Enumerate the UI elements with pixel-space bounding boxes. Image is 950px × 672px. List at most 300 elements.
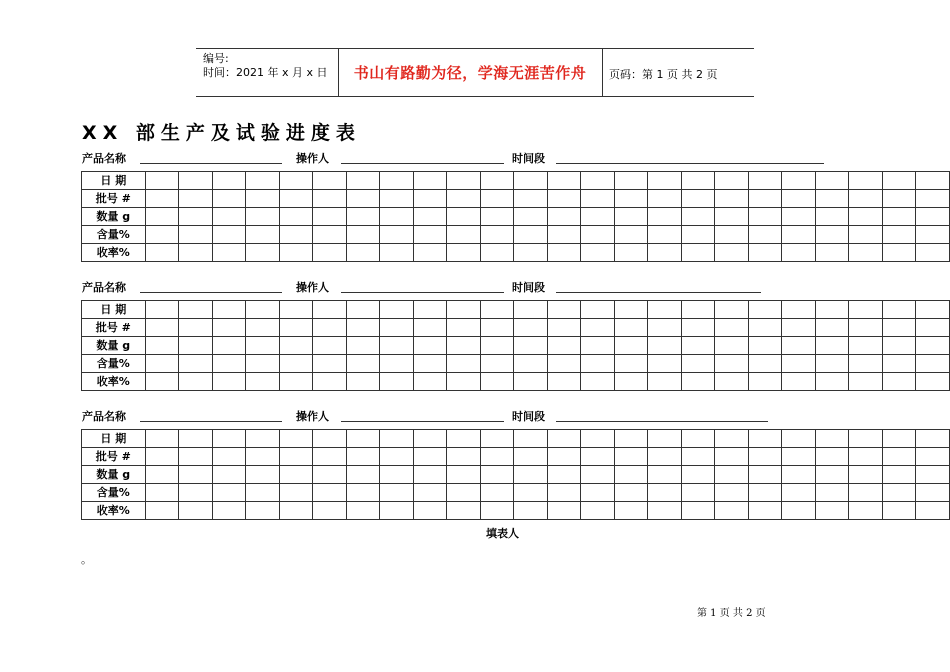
table-cell[interactable] [212,301,246,319]
table-cell[interactable] [212,190,246,208]
table-cell[interactable] [346,448,380,466]
table-cell[interactable] [413,484,447,502]
table-cell[interactable] [246,172,280,190]
table-cell[interactable] [648,190,682,208]
table-cell[interactable] [246,208,280,226]
table-cell[interactable] [246,190,280,208]
table-cell[interactable] [614,208,648,226]
table-cell[interactable] [313,226,347,244]
table-cell[interactable] [815,430,849,448]
table-cell[interactable] [145,337,179,355]
table-cell[interactable] [145,172,179,190]
table-cell[interactable] [681,373,715,391]
table-cell[interactable] [782,190,816,208]
table-cell[interactable] [648,244,682,262]
table-cell[interactable] [246,484,280,502]
table-cell[interactable] [916,430,950,448]
table-cell[interactable] [916,244,950,262]
table-cell[interactable] [480,337,514,355]
table-cell[interactable] [346,373,380,391]
table-cell[interactable] [849,319,883,337]
table-cell[interactable] [246,502,280,520]
table-cell[interactable] [279,301,313,319]
table-cell[interactable] [212,430,246,448]
table-cell[interactable] [212,484,246,502]
table-cell[interactable] [614,355,648,373]
table-cell[interactable] [581,484,615,502]
table-cell[interactable] [380,226,414,244]
table-cell[interactable] [815,244,849,262]
table-cell[interactable] [313,502,347,520]
table-cell[interactable] [748,244,782,262]
table-cell[interactable] [882,244,916,262]
table-cell[interactable] [849,337,883,355]
table-cell[interactable] [815,448,849,466]
table-cell[interactable] [246,319,280,337]
table-cell[interactable] [480,208,514,226]
table-cell[interactable] [581,319,615,337]
table-cell[interactable] [145,244,179,262]
table-cell[interactable] [514,226,548,244]
table-cell[interactable] [916,190,950,208]
table-cell[interactable] [279,208,313,226]
table-cell[interactable] [614,448,648,466]
table-cell[interactable] [212,172,246,190]
table-cell[interactable] [614,244,648,262]
table-cell[interactable] [447,484,481,502]
table-cell[interactable] [849,448,883,466]
table-cell[interactable] [614,373,648,391]
period-field[interactable] [556,163,824,164]
table-cell[interactable] [614,484,648,502]
table-cell[interactable] [279,373,313,391]
table-cell[interactable] [849,484,883,502]
table-cell[interactable] [313,208,347,226]
table-cell[interactable] [313,373,347,391]
table-cell[interactable] [413,190,447,208]
table-cell[interactable] [480,355,514,373]
table-cell[interactable] [748,172,782,190]
table-cell[interactable] [346,355,380,373]
table-cell[interactable] [246,430,280,448]
table-cell[interactable] [547,244,581,262]
table-cell[interactable] [614,226,648,244]
table-cell[interactable] [882,301,916,319]
table-cell[interactable] [480,319,514,337]
table-cell[interactable] [313,466,347,484]
table-cell[interactable] [748,355,782,373]
table-cell[interactable] [346,172,380,190]
table-cell[interactable] [380,301,414,319]
table-cell[interactable] [849,190,883,208]
table-cell[interactable] [748,190,782,208]
table-cell[interactable] [648,355,682,373]
table-cell[interactable] [614,466,648,484]
table-cell[interactable] [514,466,548,484]
table-cell[interactable] [782,502,816,520]
table-cell[interactable] [447,448,481,466]
table-cell[interactable] [246,448,280,466]
table-cell[interactable] [447,208,481,226]
table-cell[interactable] [882,484,916,502]
table-cell[interactable] [882,190,916,208]
table-cell[interactable] [681,448,715,466]
table-cell[interactable] [782,319,816,337]
table-cell[interactable] [648,226,682,244]
table-cell[interactable] [279,226,313,244]
table-cell[interactable] [849,502,883,520]
table-cell[interactable] [648,172,682,190]
table-cell[interactable] [246,466,280,484]
table-cell[interactable] [179,484,213,502]
table-cell[interactable] [782,301,816,319]
table-cell[interactable] [815,172,849,190]
table-cell[interactable] [815,226,849,244]
table-cell[interactable] [179,502,213,520]
table-cell[interactable] [212,244,246,262]
table-cell[interactable] [447,373,481,391]
table-cell[interactable] [413,301,447,319]
table-cell[interactable] [346,466,380,484]
table-cell[interactable] [480,448,514,466]
table-cell[interactable] [380,244,414,262]
table-cell[interactable] [246,301,280,319]
table-cell[interactable] [748,448,782,466]
table-cell[interactable] [212,226,246,244]
table-cell[interactable] [581,373,615,391]
table-cell[interactable] [547,319,581,337]
table-cell[interactable] [715,172,749,190]
table-cell[interactable] [648,301,682,319]
table-cell[interactable] [279,484,313,502]
table-cell[interactable] [849,226,883,244]
table-cell[interactable] [547,190,581,208]
table-cell[interactable] [179,319,213,337]
table-cell[interactable] [212,337,246,355]
table-cell[interactable] [514,190,548,208]
table-cell[interactable] [212,208,246,226]
table-cell[interactable] [547,226,581,244]
table-cell[interactable] [782,466,816,484]
table-cell[interactable] [681,208,715,226]
table-cell[interactable] [246,373,280,391]
table-cell[interactable] [447,172,481,190]
table-cell[interactable] [648,448,682,466]
table-cell[interactable] [849,373,883,391]
table-cell[interactable] [782,355,816,373]
table-cell[interactable] [547,172,581,190]
table-cell[interactable] [179,430,213,448]
table-cell[interactable] [916,502,950,520]
table-cell[interactable] [748,319,782,337]
table-cell[interactable] [179,355,213,373]
table-cell[interactable] [882,337,916,355]
table-cell[interactable] [279,430,313,448]
table-cell[interactable] [447,301,481,319]
table-cell[interactable] [514,484,548,502]
table-cell[interactable] [313,448,347,466]
table-cell[interactable] [916,466,950,484]
table-cell[interactable] [313,244,347,262]
table-cell[interactable] [145,448,179,466]
table-cell[interactable] [547,208,581,226]
table-cell[interactable] [815,337,849,355]
table-cell[interactable] [380,190,414,208]
table-cell[interactable] [514,373,548,391]
table-cell[interactable] [547,502,581,520]
table-cell[interactable] [313,190,347,208]
table-cell[interactable] [413,244,447,262]
table-cell[interactable] [748,484,782,502]
table-cell[interactable] [782,373,816,391]
table-cell[interactable] [145,226,179,244]
table-cell[interactable] [447,226,481,244]
table-cell[interactable] [748,337,782,355]
table-cell[interactable] [514,355,548,373]
table-cell[interactable] [413,448,447,466]
table-cell[interactable] [447,502,481,520]
table-cell[interactable] [849,208,883,226]
table-cell[interactable] [179,226,213,244]
table-cell[interactable] [179,337,213,355]
table-cell[interactable] [849,301,883,319]
table-cell[interactable] [179,373,213,391]
table-cell[interactable] [715,337,749,355]
table-cell[interactable] [748,301,782,319]
table-cell[interactable] [916,484,950,502]
table-cell[interactable] [480,244,514,262]
table-cell[interactable] [346,337,380,355]
table-cell[interactable] [815,319,849,337]
table-cell[interactable] [748,226,782,244]
table-cell[interactable] [748,208,782,226]
table-cell[interactable] [581,430,615,448]
table-cell[interactable] [815,301,849,319]
table-cell[interactable] [447,430,481,448]
table-cell[interactable] [614,172,648,190]
table-cell[interactable] [715,466,749,484]
table-cell[interactable] [782,172,816,190]
table-cell[interactable] [681,337,715,355]
table-cell[interactable] [815,373,849,391]
table-cell[interactable] [815,190,849,208]
table-cell[interactable] [514,448,548,466]
table-cell[interactable] [313,430,347,448]
table-cell[interactable] [849,466,883,484]
table-cell[interactable] [581,301,615,319]
table-cell[interactable] [313,172,347,190]
table-cell[interactable] [480,466,514,484]
product-name-field[interactable] [140,292,282,293]
table-cell[interactable] [715,319,749,337]
table-cell[interactable] [815,208,849,226]
table-cell[interactable] [346,319,380,337]
table-cell[interactable] [145,208,179,226]
table-cell[interactable] [413,373,447,391]
table-cell[interactable] [916,226,950,244]
table-cell[interactable] [715,208,749,226]
table-cell[interactable] [782,226,816,244]
table-cell[interactable] [681,301,715,319]
table-cell[interactable] [782,208,816,226]
table-cell[interactable] [916,355,950,373]
table-cell[interactable] [514,319,548,337]
table-cell[interactable] [380,502,414,520]
table-cell[interactable] [447,244,481,262]
table-cell[interactable] [313,301,347,319]
table-cell[interactable] [916,301,950,319]
table-cell[interactable] [916,337,950,355]
table-cell[interactable] [246,337,280,355]
table-cell[interactable] [380,172,414,190]
table-cell[interactable] [514,430,548,448]
table-cell[interactable] [748,466,782,484]
period-field[interactable] [556,292,761,293]
table-cell[interactable] [648,484,682,502]
table-cell[interactable] [346,208,380,226]
table-cell[interactable] [681,430,715,448]
table-cell[interactable] [782,244,816,262]
table-cell[interactable] [279,319,313,337]
table-cell[interactable] [514,502,548,520]
table-cell[interactable] [715,430,749,448]
table-cell[interactable] [246,244,280,262]
table-cell[interactable] [212,502,246,520]
table-cell[interactable] [748,430,782,448]
table-cell[interactable] [547,355,581,373]
table-cell[interactable] [547,430,581,448]
table-cell[interactable] [279,448,313,466]
table-cell[interactable] [581,448,615,466]
table-cell[interactable] [447,337,481,355]
table-cell[interactable] [380,355,414,373]
table-cell[interactable] [145,190,179,208]
table-cell[interactable] [782,448,816,466]
table-cell[interactable] [447,355,481,373]
table-cell[interactable] [246,226,280,244]
table-cell[interactable] [145,466,179,484]
table-cell[interactable] [648,373,682,391]
period-field[interactable] [556,421,768,422]
table-cell[interactable] [179,448,213,466]
table-cell[interactable] [279,172,313,190]
table-cell[interactable] [849,172,883,190]
table-cell[interactable] [614,319,648,337]
table-cell[interactable] [246,355,280,373]
table-cell[interactable] [346,190,380,208]
table-cell[interactable] [614,337,648,355]
table-cell[interactable] [480,484,514,502]
table-cell[interactable] [681,466,715,484]
table-cell[interactable] [581,172,615,190]
table-cell[interactable] [782,430,816,448]
table-cell[interactable] [715,502,749,520]
table-cell[interactable] [581,190,615,208]
table-cell[interactable] [514,244,548,262]
table-cell[interactable] [882,466,916,484]
table-cell[interactable] [815,502,849,520]
table-cell[interactable] [480,226,514,244]
table-cell[interactable] [145,484,179,502]
table-cell[interactable] [916,448,950,466]
table-cell[interactable] [313,355,347,373]
table-cell[interactable] [547,466,581,484]
table-cell[interactable] [279,190,313,208]
table-cell[interactable] [447,190,481,208]
table-cell[interactable] [145,301,179,319]
table-cell[interactable] [514,208,548,226]
table-cell[interactable] [882,355,916,373]
table-cell[interactable] [715,373,749,391]
product-name-field[interactable] [140,421,282,422]
table-cell[interactable] [279,466,313,484]
table-cell[interactable] [346,430,380,448]
table-cell[interactable] [547,484,581,502]
table-cell[interactable] [447,319,481,337]
table-cell[interactable] [447,466,481,484]
table-cell[interactable] [648,466,682,484]
table-cell[interactable] [916,319,950,337]
table-cell[interactable] [882,373,916,391]
table-cell[interactable] [480,301,514,319]
table-cell[interactable] [380,319,414,337]
table-cell[interactable] [681,355,715,373]
table-cell[interactable] [179,172,213,190]
table-cell[interactable] [815,466,849,484]
table-cell[interactable] [581,466,615,484]
table-cell[interactable] [179,301,213,319]
table-cell[interactable] [648,319,682,337]
table-cell[interactable] [715,190,749,208]
table-cell[interactable] [279,355,313,373]
table-cell[interactable] [514,337,548,355]
table-cell[interactable] [514,301,548,319]
table-cell[interactable] [346,484,380,502]
table-cell[interactable] [782,484,816,502]
table-cell[interactable] [882,226,916,244]
table-cell[interactable] [849,244,883,262]
table-cell[interactable] [715,226,749,244]
table-cell[interactable] [648,502,682,520]
table-cell[interactable] [681,190,715,208]
table-cell[interactable] [882,448,916,466]
table-cell[interactable] [413,172,447,190]
table-cell[interactable] [581,355,615,373]
table-cell[interactable] [614,190,648,208]
table-cell[interactable] [681,502,715,520]
table-cell[interactable] [882,430,916,448]
table-cell[interactable] [681,484,715,502]
table-cell[interactable] [380,337,414,355]
table-cell[interactable] [145,430,179,448]
table-cell[interactable] [145,502,179,520]
table-cell[interactable] [179,208,213,226]
table-cell[interactable] [179,190,213,208]
table-cell[interactable] [614,502,648,520]
table-cell[interactable] [380,430,414,448]
table-cell[interactable] [480,430,514,448]
table-cell[interactable] [715,355,749,373]
table-cell[interactable] [916,172,950,190]
table-cell[interactable] [547,373,581,391]
table-cell[interactable] [614,430,648,448]
table-cell[interactable] [849,355,883,373]
table-cell[interactable] [547,337,581,355]
table-cell[interactable] [413,208,447,226]
table-cell[interactable] [681,244,715,262]
table-cell[interactable] [480,172,514,190]
table-cell[interactable] [815,355,849,373]
